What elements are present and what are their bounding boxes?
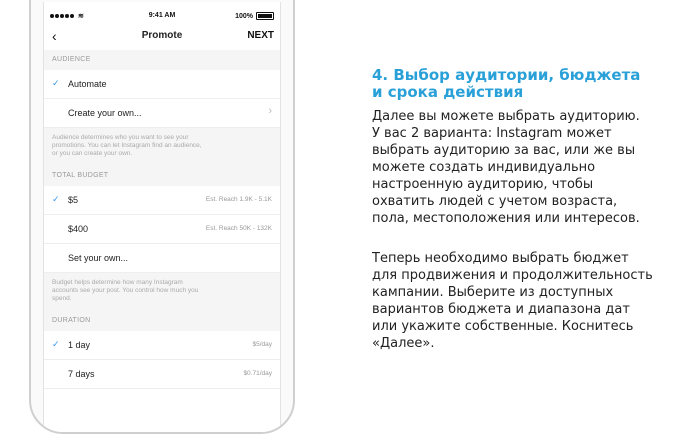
- duration-header: DURATION: [44, 311, 280, 331]
- budget-reach: Est. Reach 1.9K - 5.1K: [205, 196, 272, 203]
- battery-percent: 100%: [235, 12, 253, 20]
- heading-line: и срока действия: [372, 83, 524, 101]
- budget-custom-option[interactable]: [44, 244, 280, 273]
- budget-option-400[interactable]: [44, 215, 280, 244]
- status-time: 9:41 AM: [148, 12, 176, 19]
- audience-automate-label: Automate: [68, 79, 107, 89]
- duration-price: $5/day: [252, 341, 272, 348]
- paragraph-line: «Далее».: [372, 336, 435, 351]
- nav-bar: [44, 24, 280, 51]
- battery-icon: [256, 12, 274, 20]
- help-line: spend.: [52, 295, 72, 302]
- help-line: or you can create your own.: [52, 150, 133, 157]
- checkmark-icon: ✓: [52, 78, 60, 88]
- battery-indicator: [235, 12, 274, 20]
- checkmark-icon: ✓: [52, 339, 60, 349]
- duration-option-1-day[interactable]: [44, 331, 280, 360]
- paragraph-line: вариантов бюджета и диапазона дат: [372, 302, 630, 317]
- budget-reach: Est. Reach 50K - 132K: [205, 225, 272, 232]
- paragraph-line: Далее вы можете выбрать аудиторию.: [372, 109, 640, 124]
- paragraph-line: или укажите собственные. Коснитесь: [372, 319, 634, 334]
- paragraph-line: У вас 2 варианта: Instagram может: [372, 126, 612, 141]
- audience-create-label: Create your own...: [68, 108, 142, 118]
- budget-option-label: $5: [68, 195, 79, 205]
- audience-automate-option[interactable]: [44, 70, 280, 99]
- audience-help-text: [44, 128, 280, 166]
- budget-option-label: $400: [68, 224, 89, 234]
- duration-option-label: 7 days: [68, 369, 95, 379]
- duration-option-label: 1 day: [68, 340, 91, 350]
- phone-screen: [43, 2, 281, 432]
- chevron-left-icon[interactable]: ‹: [52, 28, 57, 44]
- article-heading: [372, 67, 640, 101]
- next-button[interactable]: NEXT: [247, 30, 274, 41]
- audience-header: AUDIENCE: [44, 50, 280, 70]
- budget-custom-label: Set your own...: [68, 253, 129, 263]
- promote-form: [44, 50, 280, 432]
- paragraph-line: Теперь необходимо выбрать бюджет: [372, 251, 629, 266]
- duration-price: $0.71/day: [243, 370, 272, 377]
- help-line: Budget helps determine how many Instagram: [52, 279, 183, 286]
- help-line: promotions. You can let Instagram find an audience,: [52, 142, 202, 149]
- wifi-icon: ≋: [78, 13, 84, 20]
- budget-option-5[interactable]: [44, 186, 280, 215]
- paragraph-line: настроенную аудиторию, чтобы: [372, 177, 594, 192]
- paragraph-line: выбрать аудиторию за вас, или же вы: [372, 143, 636, 158]
- checkmark-icon: ✓: [52, 194, 60, 204]
- page-title: Promote: [141, 30, 183, 41]
- paragraph-line: для продвижения и продолжительность: [372, 268, 653, 283]
- status-bar: [44, 10, 280, 24]
- budget-header: TOTAL BUDGET: [44, 166, 280, 186]
- chevron-right-icon: ›: [268, 105, 272, 117]
- help-line: Audience determines who you want to see your: [52, 134, 189, 141]
- heading-line: 4. Выбор аудитории, бюджета: [372, 66, 641, 84]
- article-paragraph-2: [372, 250, 653, 352]
- paragraph-line: охватить людей с учетом возраста,: [372, 194, 618, 209]
- help-line: accounts see your post. You control how much you: [52, 287, 199, 294]
- article-paragraph-1: [372, 108, 640, 227]
- audience-create-option[interactable]: [44, 99, 280, 128]
- paragraph-line: кампании. Выберите из доступных: [372, 285, 614, 300]
- duration-option-7-days[interactable]: [44, 360, 280, 389]
- paragraph-line: можете создать индивидуально: [372, 160, 596, 175]
- budget-help-text: [44, 273, 280, 311]
- paragraph-line: пола, местоположения или интересов.: [372, 211, 640, 226]
- phone-frame: [29, 0, 295, 434]
